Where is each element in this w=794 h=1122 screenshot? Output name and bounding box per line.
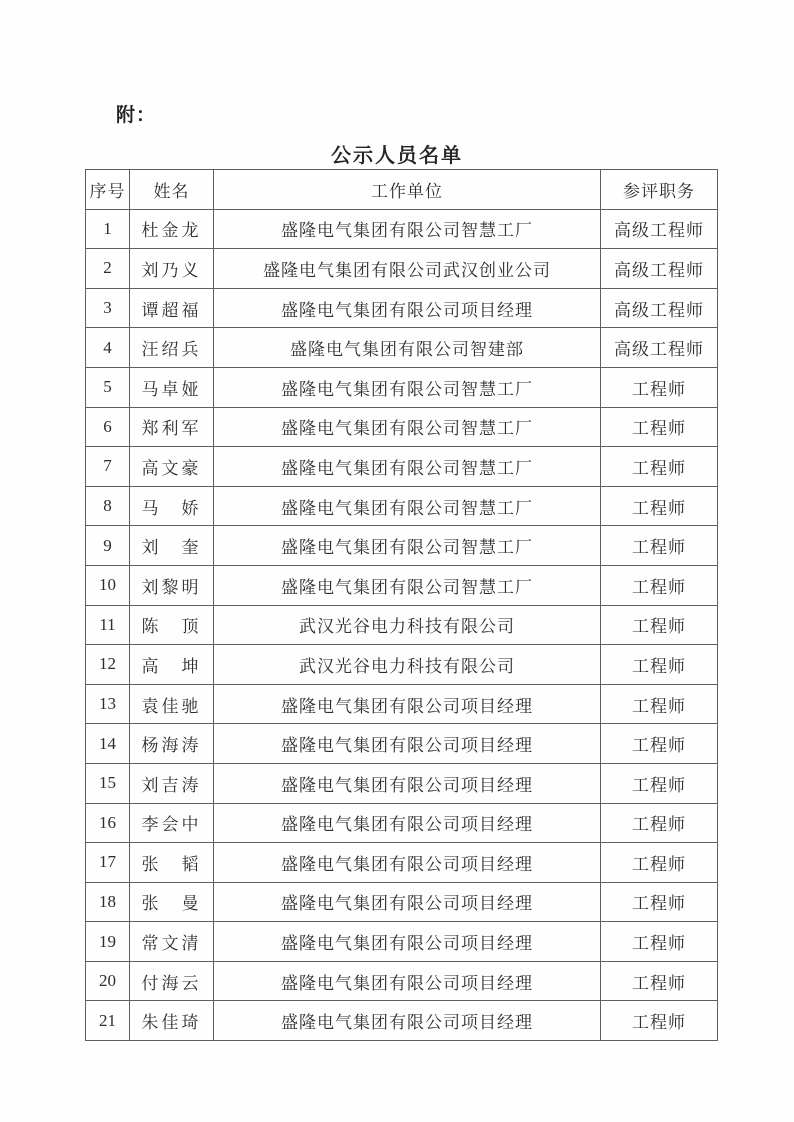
cell-position: 高级工程师 xyxy=(601,328,718,368)
cell-no: 4 xyxy=(86,328,130,368)
cell-position: 工程师 xyxy=(601,961,718,1001)
cell-no: 19 xyxy=(86,922,130,962)
attachment-label: 附： xyxy=(116,105,157,126)
cell-no: 15 xyxy=(86,763,130,803)
cell-unit: 盛隆电气集团有限公司智慧工厂 xyxy=(214,565,601,605)
cell-unit: 盛隆电气集团有限公司项目经理 xyxy=(214,882,601,922)
cell-unit: 盛隆电气集团有限公司项目经理 xyxy=(214,288,601,328)
cell-position: 工程师 xyxy=(601,447,718,487)
cell-unit: 盛隆电气集团有限公司项目经理 xyxy=(214,763,601,803)
cell-unit: 盛隆电气集团有限公司项目经理 xyxy=(214,961,601,1001)
cell-unit: 盛隆电气集团有限公司智建部 xyxy=(214,328,601,368)
cell-unit: 盛隆电气集团有限公司智慧工厂 xyxy=(214,526,601,566)
table-row xyxy=(86,486,718,526)
cell-unit: 盛隆电气集团有限公司智慧工厂 xyxy=(214,486,601,526)
table-row xyxy=(86,922,718,962)
cell-position: 工程师 xyxy=(601,922,718,962)
table-row xyxy=(86,249,718,289)
cell-name: 刘黎明 xyxy=(130,565,214,605)
cell-name: 杨海涛 xyxy=(130,724,214,764)
cell-position: 工程师 xyxy=(601,763,718,803)
page-title: 公示人员名单 xyxy=(331,145,463,167)
cell-no: 5 xyxy=(86,367,130,407)
cell-no: 3 xyxy=(86,288,130,328)
cell-name: 常文清 xyxy=(130,922,214,962)
cell-position: 高级工程师 xyxy=(601,288,718,328)
cell-unit: 盛隆电气集团有限公司智慧工厂 xyxy=(214,447,601,487)
cell-name: 付海云 xyxy=(130,961,214,1001)
table-row xyxy=(86,843,718,883)
cell-no: 9 xyxy=(86,526,130,566)
table-row xyxy=(86,645,718,685)
cell-name: 刘吉涛 xyxy=(130,763,214,803)
cell-name: 袁佳驰 xyxy=(130,684,214,724)
cell-position: 工程师 xyxy=(601,1001,718,1041)
cell-position: 工程师 xyxy=(601,803,718,843)
cell-position: 工程师 xyxy=(601,565,718,605)
cell-name: 郑利军 xyxy=(130,407,214,447)
cell-no: 13 xyxy=(86,684,130,724)
table-row xyxy=(86,605,718,645)
table-row xyxy=(86,565,718,605)
cell-no: 20 xyxy=(86,961,130,1001)
cell-no: 11 xyxy=(86,605,130,645)
cell-unit: 盛隆电气集团有限公司智慧工厂 xyxy=(214,209,601,249)
table-row xyxy=(86,1001,718,1041)
cell-unit: 盛隆电气集团有限公司项目经理 xyxy=(214,684,601,724)
cell-name: 李会中 xyxy=(130,803,214,843)
cell-position: 工程师 xyxy=(601,486,718,526)
cell-name: 陈 顶 xyxy=(130,605,214,645)
cell-name: 张 韬 xyxy=(130,843,214,883)
cell-name: 刘乃义 xyxy=(130,249,214,289)
cell-no: 8 xyxy=(86,486,130,526)
cell-no: 16 xyxy=(86,803,130,843)
cell-position: 高级工程师 xyxy=(601,249,718,289)
cell-name: 高文豪 xyxy=(130,447,214,487)
cell-name: 马卓娅 xyxy=(130,367,214,407)
cell-position: 工程师 xyxy=(601,367,718,407)
personnel-table xyxy=(85,169,718,1041)
table-row xyxy=(86,763,718,803)
table-row xyxy=(86,724,718,764)
cell-name: 谭超福 xyxy=(130,288,214,328)
cell-no: 1 xyxy=(86,209,130,249)
cell-name: 杜金龙 xyxy=(130,209,214,249)
header-row xyxy=(86,170,718,210)
cell-name: 刘 奎 xyxy=(130,526,214,566)
cell-name: 汪绍兵 xyxy=(130,328,214,368)
table-row xyxy=(86,684,718,724)
table-row xyxy=(86,367,718,407)
cell-no: 2 xyxy=(86,249,130,289)
col-header-unit: 工作单位 xyxy=(214,170,601,210)
cell-unit: 盛隆电气集团有限公司武汉创业公司 xyxy=(214,249,601,289)
table-row xyxy=(86,526,718,566)
table-row xyxy=(86,288,718,328)
table-row xyxy=(86,961,718,1001)
cell-name: 马 娇 xyxy=(130,486,214,526)
cell-no: 17 xyxy=(86,843,130,883)
cell-unit: 盛隆电气集团有限公司项目经理 xyxy=(214,1001,601,1041)
table-row xyxy=(86,407,718,447)
table-row xyxy=(86,882,718,922)
cell-name: 张 曼 xyxy=(130,882,214,922)
cell-position: 工程师 xyxy=(601,882,718,922)
table-body xyxy=(86,209,718,1040)
cell-unit: 武汉光谷电力科技有限公司 xyxy=(214,645,601,685)
cell-position: 工程师 xyxy=(601,724,718,764)
cell-unit: 盛隆电气集团有限公司项目经理 xyxy=(214,803,601,843)
cell-no: 18 xyxy=(86,882,130,922)
table-row xyxy=(86,209,718,249)
cell-no: 21 xyxy=(86,1001,130,1041)
cell-no: 14 xyxy=(86,724,130,764)
cell-unit: 盛隆电气集团有限公司项目经理 xyxy=(214,843,601,883)
cell-unit: 盛隆电气集团有限公司智慧工厂 xyxy=(214,367,601,407)
cell-no: 6 xyxy=(86,407,130,447)
col-header-no: 序号 xyxy=(86,170,130,210)
table-row xyxy=(86,803,718,843)
table-row xyxy=(86,328,718,368)
cell-position: 工程师 xyxy=(601,645,718,685)
cell-unit: 盛隆电气集团有限公司项目经理 xyxy=(214,724,601,764)
cell-position: 高级工程师 xyxy=(601,209,718,249)
col-header-name: 姓名 xyxy=(130,170,214,210)
cell-no: 7 xyxy=(86,447,130,487)
cell-position: 工程师 xyxy=(601,407,718,447)
cell-no: 12 xyxy=(86,645,130,685)
table-row xyxy=(86,447,718,487)
cell-no: 10 xyxy=(86,565,130,605)
col-header-position: 参评职务 xyxy=(601,170,718,210)
cell-position: 工程师 xyxy=(601,843,718,883)
cell-name: 朱佳琦 xyxy=(130,1001,214,1041)
cell-unit: 盛隆电气集团有限公司智慧工厂 xyxy=(214,407,601,447)
cell-unit: 武汉光谷电力科技有限公司 xyxy=(214,605,601,645)
cell-position: 工程师 xyxy=(601,684,718,724)
cell-position: 工程师 xyxy=(601,526,718,566)
cell-position: 工程师 xyxy=(601,605,718,645)
cell-name: 高 坤 xyxy=(130,645,214,685)
cell-unit: 盛隆电气集团有限公司项目经理 xyxy=(214,922,601,962)
